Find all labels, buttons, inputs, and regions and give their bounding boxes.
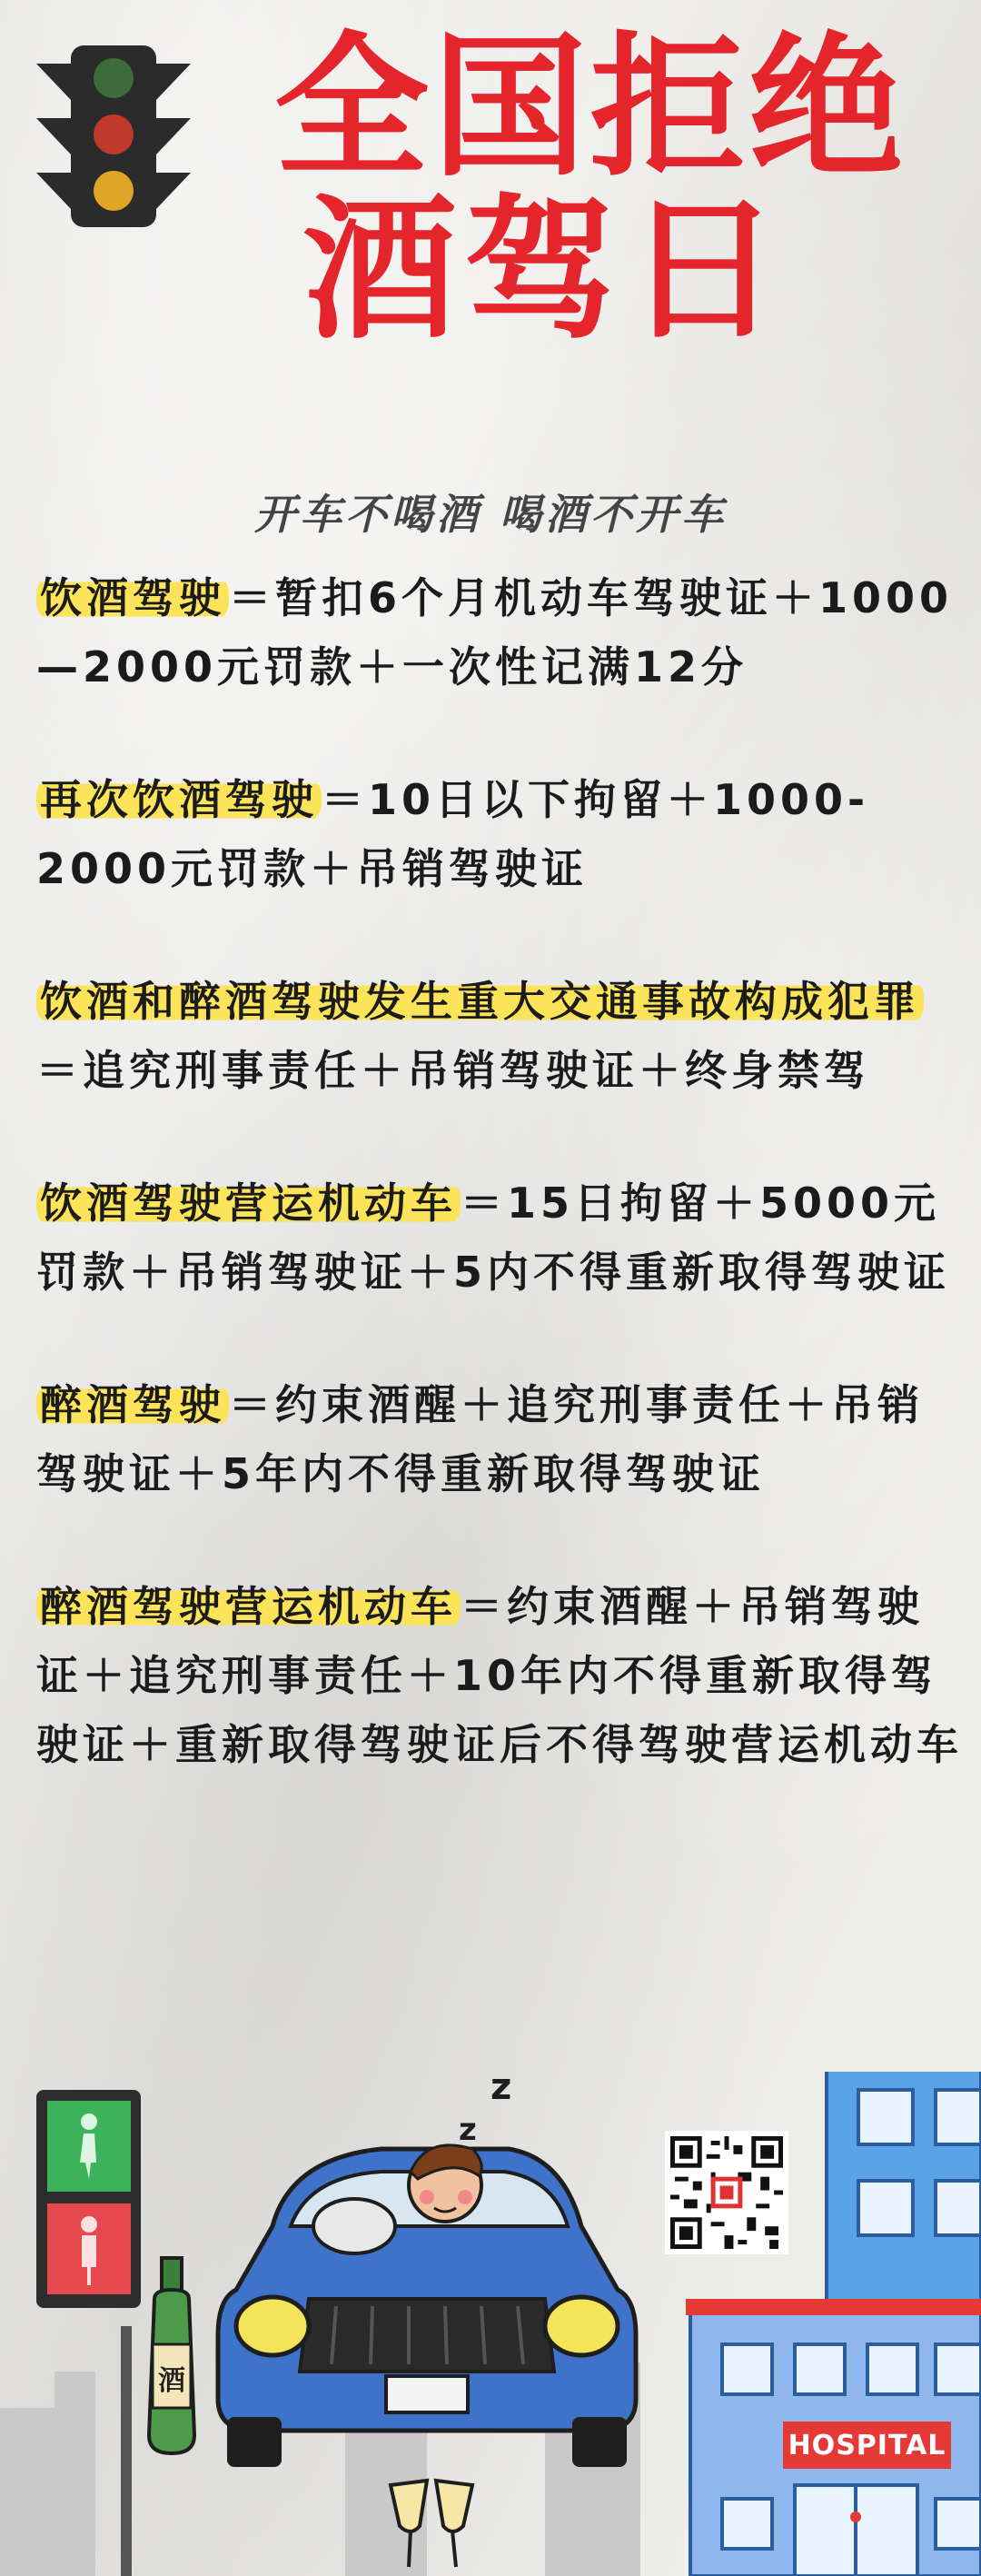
qr-code[interactable] <box>665 2131 788 2254</box>
rule-text: ＝10日以下拘留＋1000-2000元罚款＋吊销驾驶证 <box>36 775 870 893</box>
rule-highlight: 饮酒和醉酒驾驶发生重大交通事故构成犯罪 <box>36 977 924 1026</box>
rule-text: ＝约束酒醒＋追究刑事责任＋吊销驾驶证＋5年内不得重新取得驾驶证 <box>36 1380 924 1498</box>
hospital-sign: HOSPITAL <box>783 2422 951 2469</box>
title-line-1: 全国拒绝 <box>273 18 907 198</box>
page-title <box>218 18 963 361</box>
bottle-label: 酒 <box>158 2365 185 2397</box>
rule-item <box>36 765 963 903</box>
car-with-driver-icon <box>218 2145 636 2467</box>
rule-item <box>36 967 963 1105</box>
rule-item <box>36 563 963 701</box>
rule-highlight: 醉酒驾驶 <box>36 1380 229 1429</box>
slogan: 开车不喝酒 喝酒不开车 <box>253 490 727 539</box>
rule-highlight: 醉酒驾驶营运机动车 <box>36 1582 461 1631</box>
sleep-mark: z <box>459 2112 477 2148</box>
title-line-2: 酒驾日 <box>302 180 788 361</box>
sleep-mark: z <box>490 2072 512 2108</box>
rule-text: ＝暂扣6个月机动车驾驶证＋1000—2000元罚款＋一次性记满12分 <box>36 573 954 691</box>
rule-item <box>36 1572 963 1779</box>
liquor-bottle-icon <box>149 2258 194 2453</box>
rule-text: ＝追究刑事责任＋吊销驾驶证＋终身禁驾 <box>36 1046 870 1095</box>
rule-text: ＝约束酒醒＋吊销驾驶证＋追究刑事责任＋10年内不得重新取得驾驶证＋重新取得驾驶证后不得驾驶营运机动车 <box>36 1582 963 1769</box>
rule-text: ＝15日拘留＋5000元罚款＋吊销驾驶证＋5内不得重新取得驾驶证 <box>36 1179 951 1297</box>
rule-highlight: 再次饮酒驾驶 <box>36 775 322 824</box>
rule-highlight: 饮酒驾驶 <box>36 573 229 622</box>
rule-item <box>36 1370 963 1508</box>
drunk-driving-illustration <box>0 2072 981 2576</box>
rules-list <box>36 563 963 1843</box>
rule-highlight: 饮酒驾驶营运机动车 <box>36 1179 461 1228</box>
rule-item <box>36 1169 963 1307</box>
